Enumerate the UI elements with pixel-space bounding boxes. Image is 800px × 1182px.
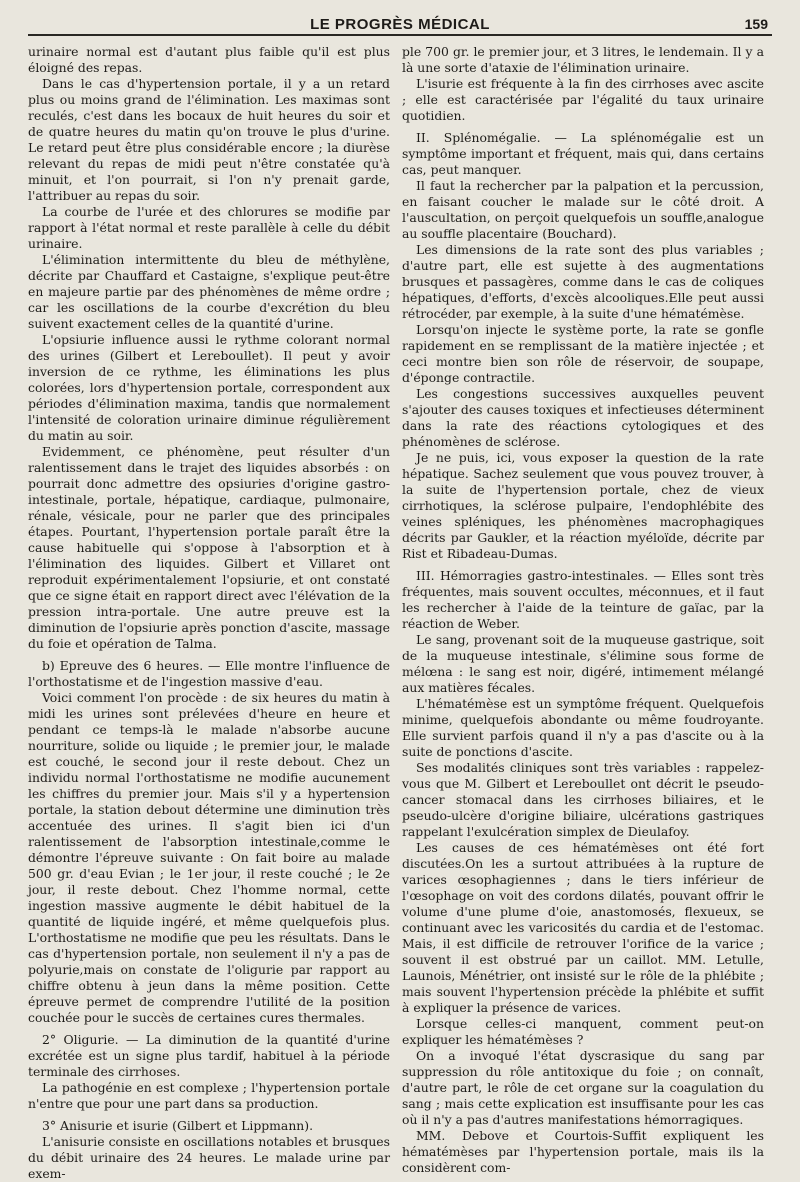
page-number: 159 — [744, 16, 768, 32]
paragraph: Lorsqu'on injecte le système porte, la rate se gonfle rapidement en se remplissant de la matière injectée ; et ceci montre bien son rôle de réservoir, de soupape, d'éponge contractile. — [402, 322, 764, 385]
paragraph: Lorsque celles-ci manquent, comment peut-on expliquer les hématémèses ? — [402, 1016, 764, 1047]
paragraph: Les congestions successives auxquelles peuvent s'ajouter des causes toxiques et infectieuses déterminent dans la rate des réactions cytologiques et des phénomènes de sclérose. — [402, 386, 764, 449]
paragraph: ple 700 gr. le premier jour, et 3 litres, le lendemain. Il y a là une sorte d'ataxie de l'élimination urinaire. — [402, 44, 764, 75]
page-header — [28, 10, 772, 36]
paragraph: L'hématémèse est un symptôme fréquent. Quelquefois minime, quelquefois abondante ou même foudroyante. Elle survient parfois quand il n'y a pas d'ascite ou à la suite de ponctions d'ascite. — [402, 696, 764, 759]
paragraph: La pathogénie en est complexe ; l'hypertension portale n'entre que pour une part dans sa production. — [28, 1080, 390, 1111]
paragraph: On a invoqué l'état dyscrasique du sang par suppression du rôle antitoxique du foie ; on connaît, d'autre part, le rôle de cet organe sur la coagulation du sang ; mais cette explication est insuffisante pour les cas où il n'y a pas d'autres manifestations hémorragiques. — [402, 1048, 764, 1127]
right-column — [402, 44, 764, 1175]
paragraph: L'isurie est fréquente à la fin des cirrhoses avec ascite ; elle est caractérisée par l'égalité du taux urinaire quotidien. — [402, 76, 764, 123]
paragraph: Il faut la rechercher par la palpation et la percussion, en faisant coucher le malade sur le côté droit. A l'auscultation, on perçoit quelquefois un souffle,analogue au souffle placentaire (Bouchard). — [402, 178, 764, 241]
left-column — [28, 44, 390, 1181]
section-heading-paragraph: III. Hémorragies gastro-intestinales. — Elles sont très fréquentes, mais souvent occultes, méconnues, et il faut les rechercher à l'aide de la teinture de gaïac, par la réaction de Weber. — [402, 568, 764, 631]
paragraph: L'anisurie consiste en oscillations notables et brusques du débit urinaire des 24 heures. Le malade urine par exem- — [28, 1134, 390, 1181]
paragraph: Evidemment, ce phénomène, peut résulter d'un ralentissement dans le trajet des liquides absorbés : on pourrait donc admettre des opsiuries d'origine gastro-intestinale, portale, hépatique, cardiaque, pulmonaire, rénale, vésicale, pour ne parler que des principales étapes. Pourtant, l'hypertension portale paraît être la cause habituelle qui s'oppose à l'absorption et à l'élimination des liquides. Gilbert et Villaret ont reproduit expérimentalement l'opsiurie, et ont constaté que ce signe était en rapport direct avec l'élévation de la pression intra-portale. Une autre preuve est la diminution de l'opsiurie après ponction d'ascite, massage du foie et opération de Talma. — [28, 444, 390, 651]
paragraph: La courbe de l'urée et des chlorures se modifie par rapport à l'état normal et reste parallèle à celle du débit urinaire. — [28, 204, 390, 251]
section-heading-paragraph: 2° Oligurie. — La diminution de la quantité d'urine excrétée est un signe plus tardif, habituel à la période terminale des cirrhoses. — [28, 1032, 390, 1079]
paragraph: Voici comment l'on procède : de six heures du matin à midi les urines sont prélevées d'heure en heure et pendant ce temps-là le malade n'absorbe aucune nourriture, solide ou liquide ; le premier jour, le malade est couché, le second jour il reste debout. Chez un individu normal l'orthostatisme ne modifie aucunement les chiffres du premier jour. Mais s'il y a hypertension portale, la station debout détermine une diminution très accentuée des urines. Il s'agit bien ici d'un ralentissement de l'absorption intestinale,comme le démontre l'épreuve suivante : On fait boire au malade 500 gr. d'eau Evian ; le 1er jour, il reste couché ; le 2e jour, il reste debout. Chez l'homme normal, cette ingestion massive augmente le débit habituel de la quantité de liquide ingéré, et même quelquefois plus. L'orthostatisme ne modifie que peu les résultats. Dans le cas d'hypertension portale, non seulement il n'y a pas de polyurie,mais on constate de l'oligurie par rapport au chiffre obtenu à jeun dans la même position. Cette épreuve permet de comprendre l'utilité de la position couchée pour le succès de certaines cures thermales. — [28, 690, 390, 1025]
paragraph: L'opsiurie influence aussi le rythme colorant normal des urines (Gilbert et Lereboullet). Il peut y avoir inversion de ce rythme, les éliminations les plus colorées, lors d'hypertension portale, correspondent aux périodes d'élimination maxima, tandis que normalement l'intensité de coloration urinaire diminue régulièrement du matin au soir. — [28, 332, 390, 443]
paragraph: L'élimination intermittente du bleu de méthylène, décrite par Chauffard et Castaigne, s'explique peut-être en majeure partie par des phénomènes de même ordre ; car les oscillations de la courbe d'excrétion du bleu suivent exactement celles de la quantité d'urine. — [28, 252, 390, 331]
paragraph: Dans le cas d'hypertension portale, il y a un retard plus ou moins grand de l'élimination. Les maximas sont reculés, c'est dans les bocaux de huit heures du soir et de quatre heures du matin qu'on trouve le plus d'urine. Le retard peut être plus considérable encore ; la diurèse relevant du repas de midi peut n'être constatée qu'à minuit, et l'on pourrait, si l'on n'y prenait garde, l'attribuer au repas du soir. — [28, 76, 390, 203]
journal-title: LE PROGRÈS MÉDICAL — [310, 16, 490, 33]
paragraph: Ses modalités cliniques sont très variables : rappelez-vous que M. Gilbert et Lereboullet ont décrit le pseudo-cancer stomacal dans les cirrhoses biliaires, et le pseudo-ulcère d'origine biliaire, ulcérations gastriques rappelant l'exulcération simplex de Dieulafoy. — [402, 760, 764, 839]
section-heading-paragraph: b) Epreuve des 6 heures. — Elle montre l'influence de l'orthostatisme et de l'ingestion massive d'eau. — [28, 658, 390, 689]
paragraph: MM. Debove et Courtois-Suffit expliquent les hématémèses par l'hypertension portale, mais ils la considèrent com- — [402, 1128, 764, 1175]
paragraph: Les dimensions de la rate sont des plus variables ; d'autre part, elle est sujette à des augmentations brusques et passagères, comme dans le cas de coliques hépatiques, d'efforts, d'excès alcooliques.Elle peut aussi rétrocéder, par exemple, à la suite d'une hématémèse. — [402, 242, 764, 321]
paragraph: Les causes de ces hématémèses ont été fort discutées.On les a surtout attribuées à la rupture de varices œsophagiennes ; dans le tiers inférieur de l'œsophage on voit des cordons dilatés, pouvant offrir le volume d'une plume d'oie, anastomosés, flexueux, se continuant avec les varicosités du cardia et de l'estomac. Mais, il est difficile de retrouver l'orifice de la varice ; souvent il est obstrué par un caillot. MM. Letulle, Launois, Ménétrier, ont insisté sur le rôle de la phlébite ; mais souvent l'hypertension précède la phlébite et suffit à expliquer la présence de varices. — [402, 840, 764, 1015]
paragraph: Le sang, provenant soit de la muqueuse gastrique, soit de la muqueuse intestinale, s'élimine sous forme de mélœna : le sang est noir, digéré, intimement mélangé aux matières fécales. — [402, 632, 764, 695]
paragraph: Je ne puis, ici, vous exposer la question de la rate hépatique. Sachez seulement que vous pouvez trouver, à la suite de l'hypertension portale, chez de vieux cirrhotiques, la sclérose pulpaire, l'endophlébite des veines spléniques, les phénomènes macrophagiques décrits par Gaukler, et la réaction myéloïde, décrite par Rist et Ribadeau-Dumas. — [402, 450, 764, 561]
section-heading: 3° Anisurie et isurie (Gilbert et Lippmann). — [42, 1118, 314, 1133]
paragraph: urinaire normal est d'autant plus faible qu'il est plus éloigné des repas. — [28, 44, 390, 75]
section-heading-paragraph: II. Splénomégalie. — La splénomégalie est un symptôme important et fréquent, mais qui, dans certains cas, peut manquer. — [402, 130, 764, 177]
